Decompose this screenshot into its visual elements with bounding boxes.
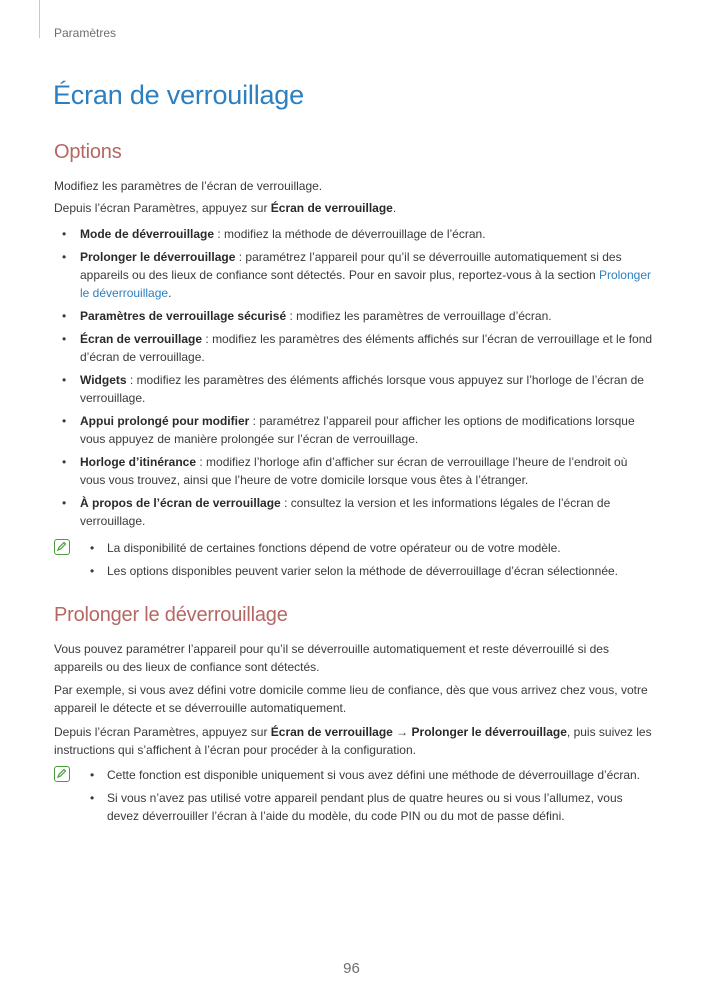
- prolonger-link[interactable]: Prolonger le déverrouillage: [80, 268, 651, 300]
- prolonger-p2: Par exemple, si vous avez défini votre domicile comme lieu de confiance, dès que vous arrivez chez vous, votre appareil le détecte et se déverrouille automatiquement.: [54, 683, 648, 715]
- note-item: • Cette fonction est disponible uniquement si vous avez défini une méthode de déverrouillage d’écran.: [80, 766, 650, 784]
- options-intro-1: Modifiez les paramètres de l’écran de verrouillage.: [54, 179, 323, 193]
- note-icon: [54, 539, 70, 555]
- list-item: • Widgets : modifiez les paramètres des éléments affichés lorsque vous appuyez sur l’horloge de l’écran de verrouillage.: [54, 371, 654, 407]
- list-item: • À propos de l’écran de verrouillage : consultez la version et les informations légales de l’écran de verrouillage.: [54, 494, 654, 530]
- list-item: • Prolonger le déverrouillage : paramétrez l’appareil pour qu’il se déverrouille automatiquement si des appareils ou des lieux de confiance sont détectés. Pour en savoir plus, reportez-vous à la section Prolonger le déverrouillage.: [54, 248, 654, 302]
- prolonger-p1: Vous pouvez paramétrer l’appareil pour qu’il se déverrouille automatiquement et reste déverrouillé si des appareils ou des lieux de confiance sont détectés.: [54, 642, 609, 674]
- list-item: • Écran de verrouillage : modifiez les paramètres des éléments affichés sur l’écran de verrouillage et le fond d’écran de verrouillage.: [54, 330, 654, 366]
- note-icon: [54, 766, 70, 782]
- section-label: Paramètres: [54, 26, 117, 40]
- options-list: [54, 225, 654, 535]
- list-item: • Mode de déverrouillage : modifiez la méthode de déverrouillage de l’écran.: [54, 225, 654, 243]
- header-rule: [39, 0, 40, 38]
- list-item: • Paramètres de verrouillage sécurisé : modifiez les paramètres de verrouillage d’écran.: [54, 307, 654, 325]
- options-intro-2: Depuis l’écran Paramètres, appuyez sur Écran de verrouillage.: [54, 201, 397, 215]
- page-title: Écran de verrouillage: [53, 80, 304, 110]
- list-item: • Appui prolongé pour modifier : paramétrez l’appareil pour afficher les options de modifications lorsque vous appuyez de manière prolongée sur l’écran de verrouillage.: [54, 412, 654, 448]
- options-heading: Options: [54, 141, 122, 163]
- prolonger-p3: Depuis l’écran Paramètres, appuyez sur Écran de verrouillage → Prolonger le déverrouillage, puis suivez les instructions qui s’affichent à l’écran pour procéder à la configuration.: [54, 725, 652, 757]
- note-item: • Si vous n’avez pas utilisé votre appareil pendant plus de quatre heures ou si vous l’allumez, vous devez déverrouiller l’écran à l’aide du modèle, du code PIN ou du mot de passe défini.: [80, 789, 650, 825]
- page-number: 96: [343, 960, 360, 977]
- list-item: • Horloge d’itinérance : modifiez l’horloge afin d’afficher sur écran de verrouillage l’heure de l’endroit où vous vous trouvez, ainsi que l’heure de votre domicile lorsque vous êtes à l’étranger.: [54, 453, 654, 489]
- note-item: • La disponibilité de certaines fonctions dépend de votre opérateur ou de votre modèle.: [80, 539, 650, 557]
- note-item: • Les options disponibles peuvent varier selon la méthode de déverrouillage d’écran sélectionnée.: [80, 562, 650, 580]
- prolonger-heading: Prolonger le déverrouillage: [54, 604, 288, 626]
